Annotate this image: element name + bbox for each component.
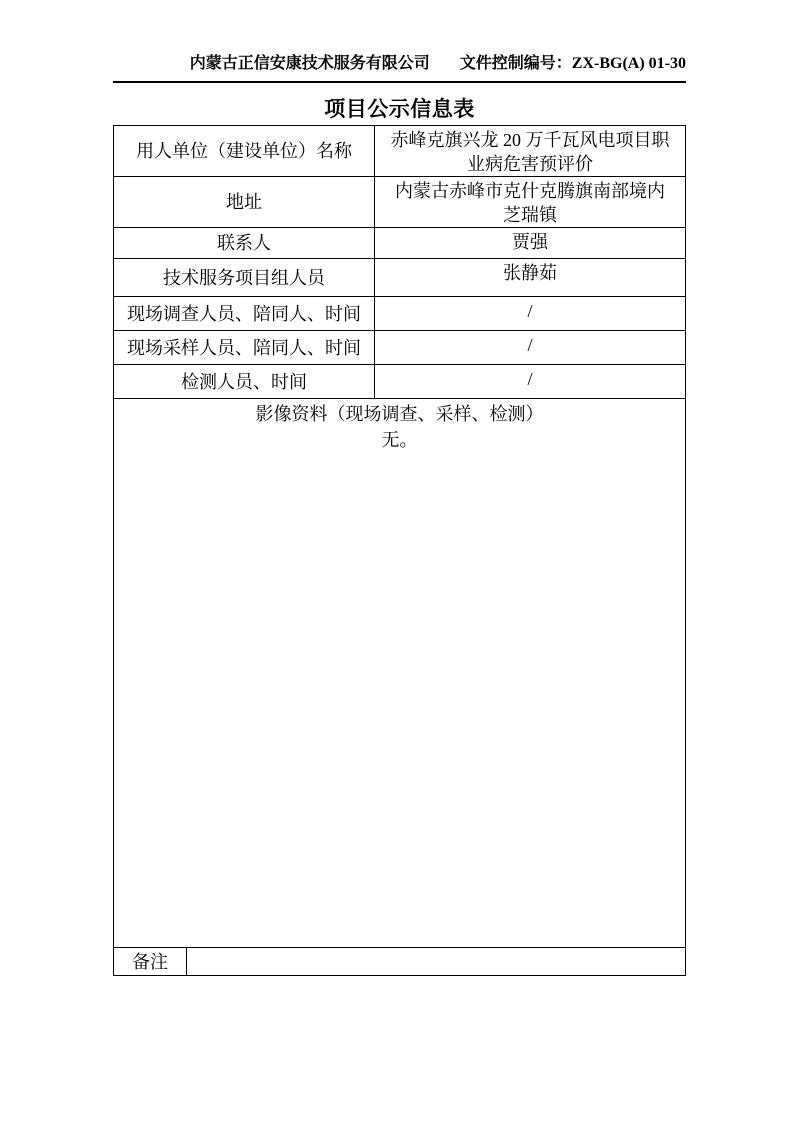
row-value-contact: 贾强 [374,228,685,258]
row-label-remark: 备注 [132,951,168,972]
row-value-remark [186,948,685,975]
table-row-unit-name [114,126,685,176]
project-info-table [113,125,686,976]
company-name: 内蒙古正信安康技术服务有限公司 [189,55,430,72]
row-label-testing: 检测人员、时间 [181,371,307,392]
row-value-address: 内蒙古赤峰市克什克腾旗南部境内芝瑞镇 [374,177,685,227]
row-value-testing: / [374,365,685,398]
page-title: 项目公示信息表 [324,97,475,121]
table-row-site-sampling [114,330,685,364]
table-row-testing [114,364,685,398]
table-row-site-survey [114,296,685,330]
row-label-unit-name: 用人单位（建设单位）名称 [136,141,352,161]
row-label-site-sampling: 现场采样人员、陪同人、时间 [127,337,361,358]
table-row-address [114,176,685,227]
row-label-service-team: 技术服务项目组人员 [163,267,325,288]
document-content [113,0,686,976]
table-row-remark [114,947,685,975]
row-label-address: 地址 [226,192,262,212]
media-row-heading: 影像资料（现场调查、采样、检测） [255,404,544,424]
row-label-contact: 联系人 [217,233,271,253]
row-value-site-survey: / [374,297,685,330]
document-header [113,52,686,76]
header-divider-line [113,81,686,83]
media-row-content: 无。 [381,430,418,450]
row-value-service-team: 张静茹 [374,259,685,296]
table-row-contact [114,227,685,258]
row-label-site-survey: 现场调查人员、陪同人、时间 [127,303,361,324]
table-row-service-team [114,258,685,296]
doc-control-number: 文件控制编号：ZX-BG(A) 01-30 [459,55,686,72]
row-value-site-sampling: / [374,331,685,364]
table-row-media [114,398,685,947]
row-value-unit-name: 赤峰克旗兴龙 20 万千瓦风电项目职业病危害预评价 [374,126,685,176]
